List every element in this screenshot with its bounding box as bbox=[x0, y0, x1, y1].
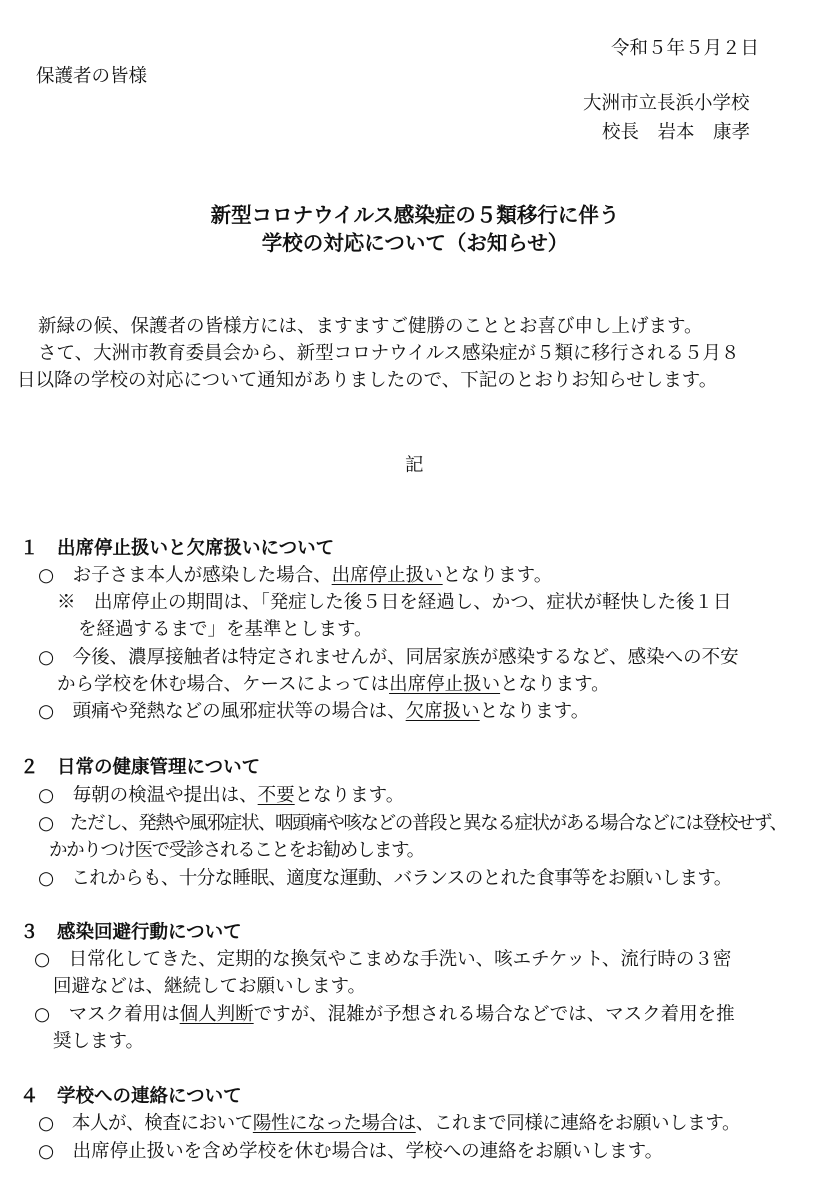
section-1-heading: １ 出席停止扱いと欠席扱いについて bbox=[20, 538, 335, 559]
section-3-item-1-line-2: 回避などは、継続してお願いします。 bbox=[53, 976, 367, 997]
underline-personal-judgment: 個人判断 bbox=[179, 1004, 254, 1025]
underline-attendance-suspension-2: 出席停止扱い bbox=[389, 674, 501, 695]
section-2-item-2-line-2: かかりつけ医で受診されることをお勧めします。 bbox=[49, 840, 424, 861]
section-1-note-line-2: を経過するまで」を基準とします。 bbox=[78, 619, 373, 640]
section-1-item-3: ○ 頭痛や発熱などの風邪症状等の場合は、欠席扱いとなります。 bbox=[38, 701, 590, 722]
recipient: 保護者の皆様 bbox=[36, 66, 148, 87]
document-date: 令和５年５月２日 bbox=[611, 38, 760, 59]
section-2-item-1: ○ 毎朝の検温や提出は、不要となります。 bbox=[38, 785, 405, 806]
underline-positive-case: 陽性になった場合は bbox=[252, 1113, 416, 1134]
section-3-heading: ３ 感染回避行動について bbox=[20, 922, 242, 943]
document-title-line-2: 学校の対応について（お知らせ） bbox=[261, 231, 569, 255]
section-1-item-2-line-1: ○ 今後、濃厚接触者は特定されませんが、同居家族が感染するなど、感染への不安 bbox=[38, 647, 739, 668]
section-4-item-1: ○ 本人が、検査において陽性になった場合は、これまで同様に連絡をお願いします。 bbox=[38, 1113, 741, 1134]
section-1-note-line-1: ※ 出席停止の期間は、「発症した後５日を経過し、かつ、症状が軽快した後１日 bbox=[57, 592, 732, 613]
intro-line-1: 新緑の候、保護者の皆様方には、ますますご健勝のこととお喜び申し上げます。 bbox=[38, 316, 703, 337]
document-title-line-1: 新型コロナウイルス感染症の５類移行に伴う bbox=[210, 203, 620, 227]
underline-attendance-suspension: 出席停止扱い bbox=[331, 565, 443, 586]
section-4-item-2: ○ 出席停止扱いを含め学校を休む場合は、学校への連絡をお願いします。 bbox=[38, 1141, 664, 1162]
underline-absence: 欠席扱い bbox=[405, 701, 480, 722]
intro-line-2: さて、大洲市教育委員会から、新型コロナウイルス感染症が５類に移行される５月８ bbox=[38, 343, 740, 364]
section-2-heading: ２ 日常の健康管理について bbox=[20, 757, 261, 778]
section-3-item-2-line-2: 奨します。 bbox=[53, 1031, 145, 1052]
section-4-heading: ４ 学校への連絡について bbox=[20, 1086, 242, 1107]
principal-name: 校長 岩本 康孝 bbox=[602, 122, 751, 143]
intro-line-3: 日以降の学校の対応について通知がありましたので、下記のとおりお知らせします。 bbox=[17, 370, 718, 391]
section-3-item-1-line-1: ○ 日常化してきた、定期的な換気やこまめな手洗い、咳エチケット、流行時の３密 bbox=[34, 949, 732, 970]
section-1-item-2-line-2: から学校を休む場合、ケースによっては出席停止扱いとなります。 bbox=[57, 674, 610, 695]
section-1-item-1: ○ お子さま本人が感染した場合、出席停止扱いとなります。 bbox=[38, 565, 553, 586]
section-3-item-2-line-1: ○ マスク着用は個人判断ですが、混雑が予想される場合などでは、マスク着用を推 bbox=[34, 1004, 735, 1025]
school-name: 大洲市立長浜小学校 bbox=[583, 93, 750, 114]
section-2-item-2-line-1: ○ ただし、発熱や風邪症状、咽頭痛や咳などの普段と異なる症状がある場合などには登校せず、 bbox=[38, 813, 787, 834]
ki-marker: 記 bbox=[405, 455, 424, 476]
underline-not-required: 不要 bbox=[257, 785, 295, 806]
section-2-item-3: ○ これからも、十分な睡眠、適度な運動、バランスのとれた食事等をお願いします。 bbox=[38, 868, 732, 889]
